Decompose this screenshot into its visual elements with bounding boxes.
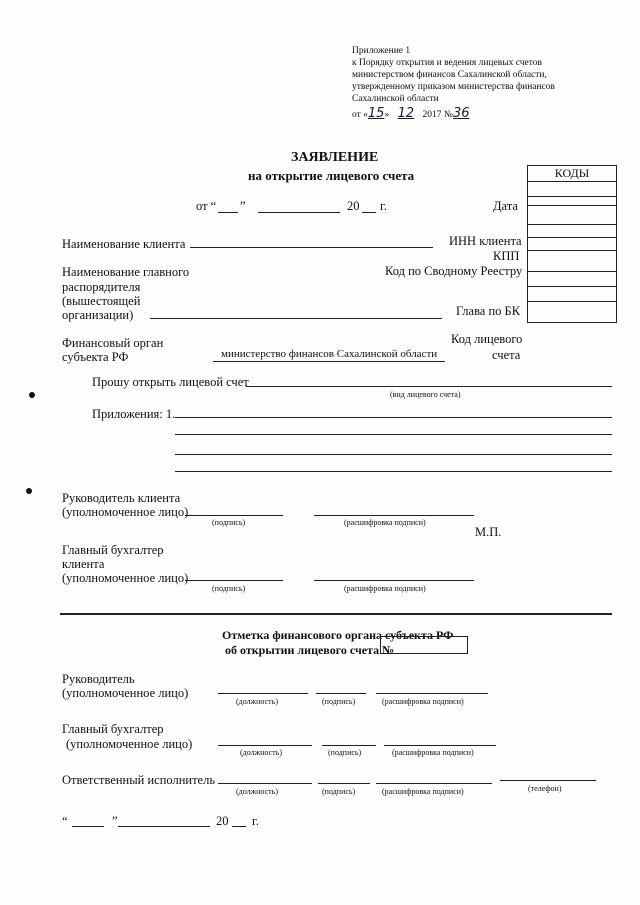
page-title: ЗАЯВЛЕНИЕ <box>291 150 379 165</box>
mark-acc-decode-line[interactable] <box>384 745 496 746</box>
executor-sign-hint: (подпись) <box>322 787 356 796</box>
bottom-date-g: г. <box>252 814 259 828</box>
mark-title-2: об открытии лицевого счета № <box>225 643 395 657</box>
code-cell-date[interactable] <box>528 182 617 197</box>
attachment-line-2[interactable] <box>175 434 612 435</box>
mark-head-position-line[interactable] <box>218 693 308 694</box>
glava-bk-label: Глава по БК <box>456 304 521 318</box>
main-admin-label-3: (вышестоящей <box>62 294 141 308</box>
code-cell-spacer-2 <box>528 287 617 302</box>
client-head-sign-hint: (подпись) <box>212 518 246 527</box>
appendix-year-no: 2017 № <box>422 110 453 120</box>
client-acc-decode-hint: (расшифровка подписи) <box>344 584 426 593</box>
code-cell-account[interactable] <box>528 302 617 323</box>
appendix-date <box>352 106 470 121</box>
bottom-date-month-line[interactable] <box>118 826 210 827</box>
executor-decode-hint: (расшифровка подписи) <box>382 787 464 796</box>
code-cell-glava[interactable] <box>528 272 617 287</box>
code-cell-empty <box>528 197 617 206</box>
client-acc-label-2: клиента <box>62 557 105 571</box>
client-acc-label-1: Главный бухгалтер <box>62 543 164 557</box>
bottom-date-q2: ” <box>112 814 118 828</box>
code-cell-kpp[interactable] <box>528 225 617 238</box>
appendix-line-3: министерством финансов Сахалинской области, <box>352 70 547 80</box>
punch-hole-mark-2 <box>26 488 32 494</box>
client-name-label: Наименование клиента <box>62 237 186 251</box>
main-admin-label-1: Наименование главного <box>62 265 190 279</box>
page-subtitle: на открытие лицевого счета <box>248 168 415 183</box>
mark-head-decode-hint: (расшифровка подписи) <box>382 697 464 706</box>
date-ot: от “ <box>196 199 217 213</box>
account-type-hint: (вид лицевого счета) <box>390 390 461 399</box>
executor-phone-hint: (телефон) <box>528 784 562 793</box>
code-cell-svod[interactable] <box>528 238 617 251</box>
mark-acc-position-hint: (должность) <box>240 748 282 757</box>
mark-head-label-1: Руководитель <box>62 672 135 686</box>
mark-head-position-hint: (должность) <box>236 697 278 706</box>
mark-acc-decode-hint: (расшифровка подписи) <box>392 748 474 757</box>
appendix-line-4: утвержденному приказом министерства финансов <box>352 82 556 92</box>
account-type-line[interactable] <box>246 386 612 387</box>
client-acc-sign-hint: (подпись) <box>212 584 246 593</box>
client-name-line[interactable] <box>190 247 433 248</box>
bottom-date-year: 20 <box>216 814 229 828</box>
mark-head-sign-hint: (подпись) <box>322 697 356 706</box>
attachment-line-4[interactable] <box>175 471 612 472</box>
bottom-date-q1: “ <box>62 814 68 828</box>
punch-hole-mark-1 <box>29 392 35 398</box>
date-year-line[interactable] <box>362 212 376 213</box>
executor-position-hint: (должность) <box>236 787 278 796</box>
executor-phone-line[interactable] <box>500 780 596 781</box>
attachments-label: Приложения: 1. <box>92 407 176 421</box>
fin-organ-line <box>213 361 445 362</box>
fin-organ-value: министерство финансов Сахалинской области <box>221 348 438 360</box>
appendix-line-2: к Порядку открытия и ведения лицевых счетов <box>352 58 543 68</box>
appendix-date-mid: » <box>384 110 390 120</box>
code-cell-spacer <box>528 251 617 272</box>
mark-head-decode-line[interactable] <box>376 693 488 694</box>
appendix-number: 36 <box>452 106 470 121</box>
codes-header: КОДЫ <box>528 166 617 182</box>
client-head-label-1: Руководитель клиента <box>62 491 181 505</box>
mark-account-number-box[interactable] <box>380 636 468 654</box>
appendix-day: 15 <box>367 106 385 121</box>
account-code-label-2: счета <box>492 348 521 362</box>
bottom-date-day-line[interactable] <box>72 826 104 827</box>
mark-head-sign-line[interactable] <box>316 693 366 694</box>
mark-acc-position-line[interactable] <box>218 745 312 746</box>
executor-position-line[interactable] <box>218 783 312 784</box>
date-year: 20 <box>347 199 360 213</box>
appendix-date-prefix: от « <box>352 110 368 120</box>
mark-acc-label-2: (уполномоченное лицо) <box>66 737 193 751</box>
kpp-label: КПП <box>493 249 520 263</box>
attachment-line-1[interactable] <box>175 417 612 418</box>
main-admin-label-2: распорядителя <box>62 280 141 294</box>
date-label: Дата <box>493 199 518 213</box>
date-q: ” <box>240 199 246 213</box>
mark-acc-sign-line[interactable] <box>322 745 376 746</box>
main-admin-line[interactable] <box>150 318 442 319</box>
client-acc-label-3: (уполномоченное лицо) <box>62 571 189 585</box>
client-head-sign-line[interactable] <box>185 515 283 516</box>
date-g: г. <box>380 199 387 213</box>
client-head-label-2: (уполномоченное лицо) <box>62 505 189 519</box>
mark-head-label-2: (уполномоченное лицо) <box>62 686 189 700</box>
bottom-date-year-line[interactable] <box>232 826 246 827</box>
appendix-line-1: Приложение 1 <box>352 46 411 56</box>
executor-label: Ответственный исполнитель <box>62 773 216 787</box>
mp-label: М.П. <box>475 525 502 539</box>
mark-acc-label-1: Главный бухгалтер <box>62 722 164 736</box>
attachment-line-3[interactable] <box>175 454 612 455</box>
client-acc-decode-line[interactable] <box>314 580 474 581</box>
svod-reestr-label: Код по Сводному Реестру <box>385 264 523 278</box>
account-code-label-1: Код лицевого <box>451 332 523 346</box>
date-day-line[interactable] <box>218 212 238 213</box>
mark-title-1: Отметка финансового органа субъекта РФ <box>222 628 454 642</box>
appendix-month: 12 <box>397 106 415 121</box>
main-admin-label-4: организации) <box>62 308 134 322</box>
fin-organ-label-1: Финансовый орган <box>62 336 164 350</box>
fin-organ-label-2: субъекта РФ <box>62 350 129 364</box>
inn-label: ИНН клиента <box>449 234 522 248</box>
client-head-decode-line[interactable] <box>314 515 474 516</box>
date-month-line[interactable] <box>258 212 340 213</box>
request-label: Прошу открыть лицевой счет <box>92 375 249 389</box>
executor-decode-line[interactable] <box>376 783 492 784</box>
client-head-decode-hint: (расшифровка подписи) <box>344 518 426 527</box>
codes-table <box>527 165 617 323</box>
appendix-line-5: Сахалинской области <box>352 94 439 104</box>
executor-sign-line[interactable] <box>318 783 370 784</box>
mark-acc-sign-hint: (подпись) <box>328 748 362 757</box>
code-cell-inn[interactable] <box>528 206 617 225</box>
section-divider <box>60 613 612 615</box>
client-acc-sign-line[interactable] <box>185 580 283 581</box>
